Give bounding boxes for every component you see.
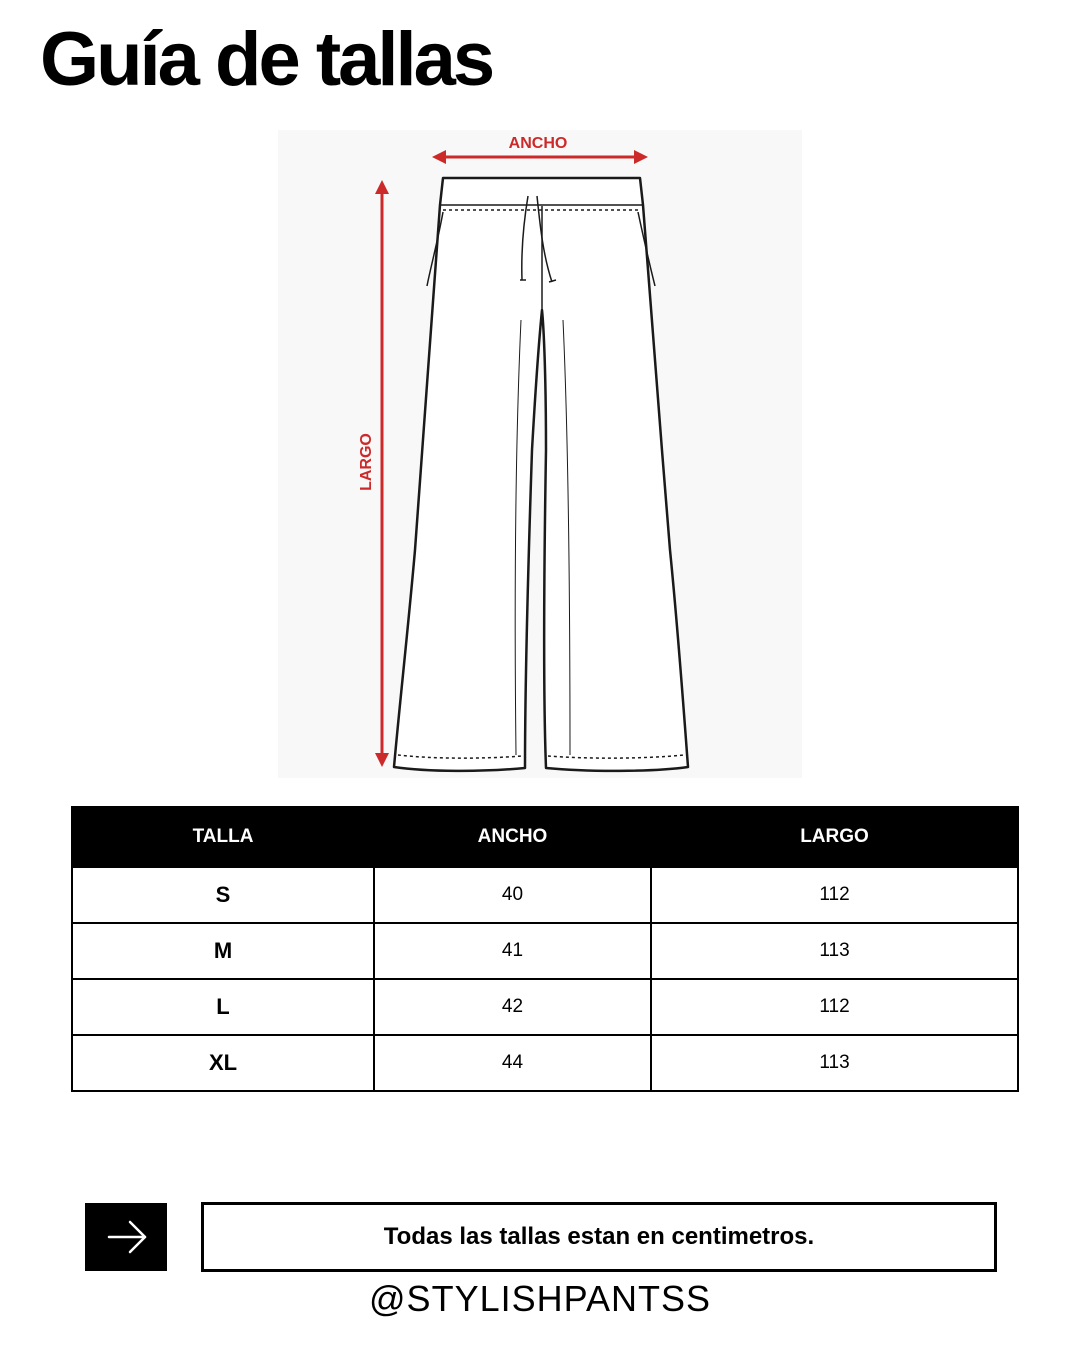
units-note [201,1202,997,1272]
length-arrow [375,180,389,767]
width-label: ANCHO [508,135,568,152]
table-row [72,1035,1018,1091]
header-length: LARGO [651,807,1018,867]
page-title: Guía de tallas [40,17,493,102]
size-cell: L [72,979,374,1035]
length-cell: 112 [651,867,1018,923]
width-cell: 42 [374,979,651,1035]
size-cell: M [72,923,374,979]
table-row [72,923,1018,979]
size-table [71,806,1019,1092]
length-cell: 113 [651,1035,1018,1091]
flared-pants-icon [278,130,802,778]
width-cell: 40 [374,867,651,923]
length-cell: 113 [651,923,1018,979]
width-cell: 44 [374,1035,651,1091]
social-handle: @STYLISHPANTSS [369,1278,711,1319]
arrow-button [85,1203,167,1271]
pants-outline [394,178,688,771]
length-cell: 112 [651,979,1018,1035]
header-size: TALLA [72,807,374,867]
header-width: ANCHO [374,807,651,867]
arrow-right-icon [85,1203,167,1271]
width-cell: 41 [374,923,651,979]
table-row [72,979,1018,1035]
units-note-text: Todas las tallas estan en centimetros. [383,1223,815,1250]
width-arrow [432,150,648,164]
table-header-row [72,807,1018,867]
size-cell: XL [72,1035,374,1091]
table-row [72,867,1018,923]
pants-diagram [278,130,802,778]
length-label: LARGO [358,433,375,491]
size-cell: S [72,867,374,923]
